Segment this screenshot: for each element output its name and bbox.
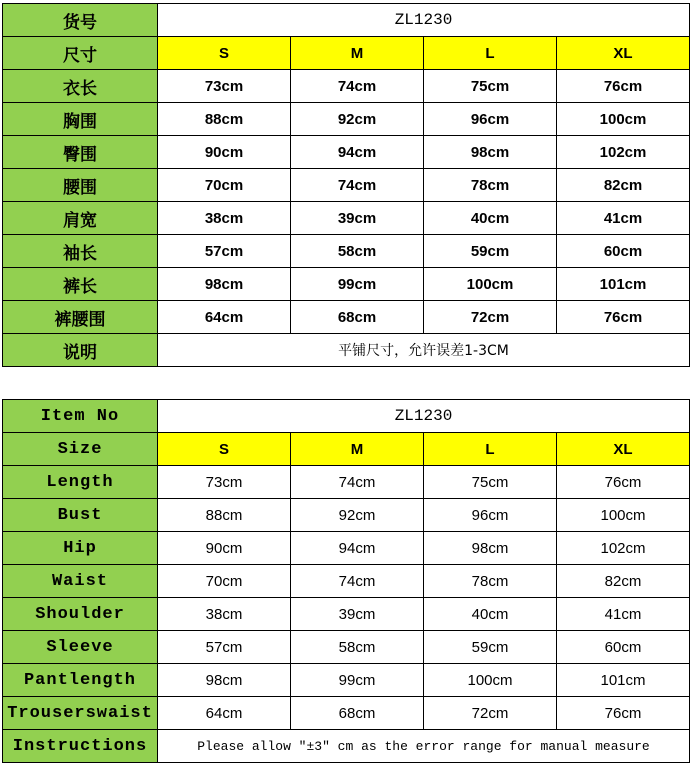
measurement-value: 38cm [158,598,291,631]
size-label: 尺寸 [3,37,158,70]
measurement-value: 100cm [557,499,690,532]
table-row [3,466,690,499]
size-header: S [158,433,291,466]
table-row [3,532,690,565]
table-row [3,268,690,301]
item-no-value: ZL1230 [158,4,690,37]
measurement-value: 76cm [557,697,690,730]
measurement-value: 74cm [291,70,424,103]
note-row [3,334,690,367]
measurement-value: 40cm [424,598,557,631]
measurement-value: 68cm [291,697,424,730]
measurement-value: 102cm [557,532,690,565]
measurement-value: 73cm [158,70,291,103]
measurement-value: 41cm [557,202,690,235]
measurement-value: 58cm [291,235,424,268]
measurement-value: 100cm [424,664,557,697]
measurement-value: 40cm [424,202,557,235]
measurement-value: 102cm [557,136,690,169]
measurement-label: 肩宽 [3,202,158,235]
measurement-label: 裤腰围 [3,301,158,334]
measurement-value: 39cm [291,598,424,631]
measurement-value: 74cm [291,565,424,598]
measurement-value: 59cm [424,235,557,268]
table-row [3,664,690,697]
measurement-value: 60cm [557,235,690,268]
measurement-value: 100cm [557,103,690,136]
measurement-value: 90cm [158,136,291,169]
measurement-value: 94cm [291,136,424,169]
table-row [3,565,690,598]
note-text: Please allow "±3" cm as the error range for manual measure [158,730,690,763]
measurement-value: 74cm [291,466,424,499]
item-no-value: ZL1230 [158,400,690,433]
item-no-row [3,4,690,37]
measurement-label: 衣长 [3,70,158,103]
size-header-row [3,433,690,466]
size-label: Size [3,433,158,466]
measurement-label: Waist [3,565,158,598]
measurement-label: Pantlength [3,664,158,697]
measurement-value: 94cm [291,532,424,565]
measurement-value: 76cm [557,301,690,334]
measurement-value: 72cm [424,697,557,730]
measurement-label: Hip [3,532,158,565]
measurement-value: 59cm [424,631,557,664]
size-header: M [291,37,424,70]
measurement-value: 60cm [557,631,690,664]
measurement-value: 57cm [158,235,291,268]
measurement-value: 96cm [424,499,557,532]
size-header: XL [557,37,690,70]
measurement-value: 68cm [291,301,424,334]
measurement-value: 100cm [424,268,557,301]
measurement-value: 78cm [424,565,557,598]
measurement-label: 裤长 [3,268,158,301]
measurement-value: 64cm [158,697,291,730]
measurement-value: 101cm [557,664,690,697]
table-row [3,202,690,235]
measurement-value: 90cm [158,532,291,565]
size-table-chinese [2,3,690,367]
measurement-label: Trouserswaist [3,697,158,730]
measurement-label: 袖长 [3,235,158,268]
table-row [3,70,690,103]
size-header-row [3,37,690,70]
measurement-value: 38cm [158,202,291,235]
measurement-value: 78cm [424,169,557,202]
measurement-value: 82cm [557,169,690,202]
table-row [3,499,690,532]
measurement-value: 58cm [291,631,424,664]
measurement-value: 39cm [291,202,424,235]
measurement-value: 92cm [291,499,424,532]
item-no-row [3,400,690,433]
note-row [3,730,690,763]
measurement-value: 92cm [291,103,424,136]
measurement-value: 98cm [158,664,291,697]
size-table-english [2,399,690,763]
note-text: 平铺尺寸，允许误差1-3CM [158,334,690,367]
measurement-value: 41cm [557,598,690,631]
measurement-value: 70cm [158,169,291,202]
measurement-value: 82cm [557,565,690,598]
measurement-label: 臀围 [3,136,158,169]
table-row [3,136,690,169]
measurement-label: 腰围 [3,169,158,202]
measurement-value: 64cm [158,301,291,334]
measurement-value: 88cm [158,499,291,532]
measurement-label: 胸围 [3,103,158,136]
size-header: S [158,37,291,70]
measurement-value: 98cm [424,136,557,169]
measurement-value: 96cm [424,103,557,136]
table-row [3,235,690,268]
measurement-value: 75cm [424,70,557,103]
measurement-value: 88cm [158,103,291,136]
measurement-value: 99cm [291,664,424,697]
size-header: L [424,37,557,70]
note-label: Instructions [3,730,158,763]
measurement-value: 99cm [291,268,424,301]
measurement-value: 98cm [158,268,291,301]
measurement-value: 98cm [424,532,557,565]
note-label: 说明 [3,334,158,367]
measurement-value: 72cm [424,301,557,334]
measurement-value: 74cm [291,169,424,202]
item-no-label: Item No [3,400,158,433]
table-row [3,631,690,664]
table-row [3,169,690,202]
table-row [3,103,690,136]
table-row [3,598,690,631]
size-header: L [424,433,557,466]
measurement-label: Shoulder [3,598,158,631]
measurement-value: 101cm [557,268,690,301]
measurement-value: 76cm [557,70,690,103]
measurement-label: Length [3,466,158,499]
measurement-label: Sleeve [3,631,158,664]
measurement-value: 76cm [557,466,690,499]
measurement-value: 75cm [424,466,557,499]
measurement-label: Bust [3,499,158,532]
item-no-label: 货号 [3,4,158,37]
table-row [3,301,690,334]
measurement-value: 70cm [158,565,291,598]
size-header: M [291,433,424,466]
table-row [3,697,690,730]
measurement-value: 73cm [158,466,291,499]
size-header: XL [557,433,690,466]
measurement-value: 57cm [158,631,291,664]
